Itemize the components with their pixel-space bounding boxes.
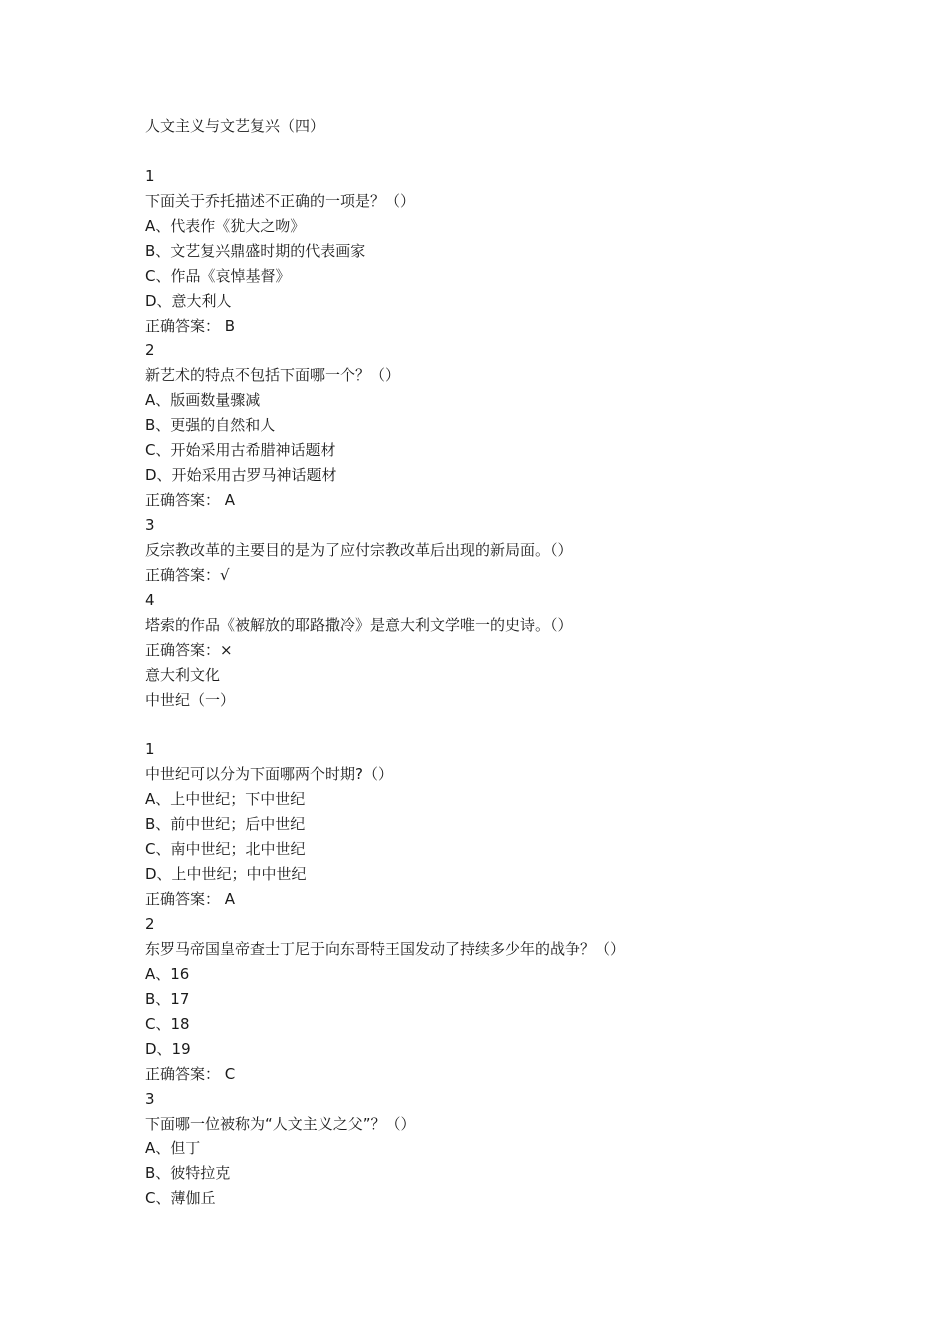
question-text: 下面哪一位被称为“人文主义之父”？（） [145, 1114, 416, 1133]
question-number: 4 [145, 590, 155, 609]
option-c: C、南中世纪；北中世纪 [145, 840, 306, 859]
option-c: C、薄伽丘 [145, 1189, 216, 1208]
option-c: C、作品《哀悼基督》 [145, 266, 291, 285]
question-text: 下面关于乔托描述不正确的一项是？（） [145, 191, 416, 210]
option-b: B、文艺复兴鼎盛时期的代表画家 [145, 241, 366, 260]
blank-line [145, 139, 905, 164]
section-title: 意大利文化 [145, 665, 221, 684]
correct-answer: 正确答案： B [145, 316, 236, 335]
option-b: B、17 [145, 989, 190, 1008]
option-a: A、代表作《犹大之吻》 [145, 216, 306, 235]
question-text: 新艺术的特点不包括下面哪一个？（） [145, 366, 401, 385]
question-number: 1 [145, 740, 155, 759]
question-text: 中世纪可以分为下面哪两个时期?（） [145, 765, 393, 784]
question-text: 反宗教改革的主要目的是为了应付宗教改革后出现的新局面。（） [145, 540, 573, 559]
question-text: 塔索的作品《被解放的耶路撒冷》是意大利文学唯一的史诗。（） [145, 615, 573, 634]
option-d: D、19 [145, 1039, 191, 1058]
option-a: A、版画数量骤减 [145, 391, 261, 410]
option-c: C、18 [145, 1014, 190, 1033]
question-number: 2 [145, 915, 155, 933]
option-d: D、上中世纪；中中世纪 [145, 865, 307, 884]
question-number: 3 [145, 516, 155, 534]
option-d: D、意大利人 [145, 291, 232, 310]
blank-line [145, 713, 905, 738]
option-a: A、16 [145, 964, 190, 983]
question-number: 2 [145, 341, 155, 360]
correct-answer: 正确答案： C [145, 1064, 236, 1083]
correct-answer: 正确答案： A [145, 491, 236, 510]
option-d: D、开始采用古罗马神话题材 [145, 466, 337, 485]
correct-answer: 正确答案：√ [145, 565, 230, 584]
option-a: A、上中世纪；下中世纪 [145, 790, 306, 809]
option-b: B、彼特拉克 [145, 1164, 231, 1183]
document-page [145, 114, 905, 1211]
option-c: C、开始采用古希腊神话题材 [145, 441, 336, 460]
option-a: A、但丁 [145, 1139, 201, 1158]
question-number: 3 [145, 1089, 155, 1108]
option-b: B、前中世纪；后中世纪 [145, 815, 306, 834]
question-number: 1 [145, 166, 155, 185]
correct-answer: 正确答案： A [145, 890, 236, 909]
section-title: 中世纪（一） [145, 690, 236, 709]
question-text: 东罗马帝国皇帝查士丁尼于向东哥特王国发动了持续多少年的战争？（） [145, 939, 626, 958]
section-title: 人文主义与文艺复兴（四） [145, 117, 326, 135]
correct-answer: 正确答案：× [145, 640, 233, 659]
option-b: B、更强的自然和人 [145, 416, 276, 435]
